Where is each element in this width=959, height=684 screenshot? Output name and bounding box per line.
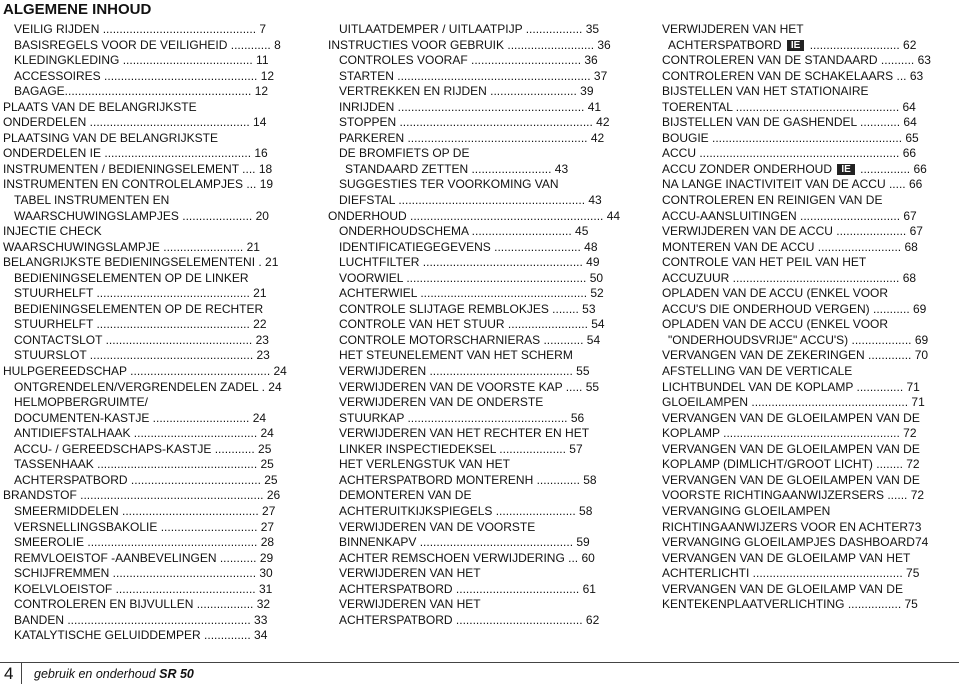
toc-entry-text: REMVLOEISTOF -AANBEVELINGEN ........... 29 <box>14 550 274 565</box>
toc-entry-text: TOERENTAL ................................................. 64 <box>662 99 916 114</box>
toc-entry <box>651 333 954 349</box>
toc-entry-text: VERWIJDEREN VAN DE ONDERSTE <box>339 395 544 410</box>
toc-entry-text: CONTROLEREN EN BIJVULLEN ................. 32 <box>14 597 271 612</box>
toc-entry <box>3 551 303 567</box>
toc-entry <box>3 442 303 458</box>
toc-entry-text: IDENTIFICATIEGEGEVENS .......................... 48 <box>339 239 598 254</box>
toc-entry <box>3 100 303 116</box>
toc-entry <box>3 613 303 629</box>
toc-entry <box>651 271 954 287</box>
toc-entry-text: ACCU ............................................................ 66 <box>662 146 917 161</box>
toc-entry <box>3 380 303 396</box>
toc-entry <box>651 240 954 256</box>
toc-entry-text: AFSTELLING VAN DE VERTICALE <box>662 364 853 379</box>
footer-divider <box>21 662 22 684</box>
toc-entry <box>651 535 954 551</box>
toc-entry <box>651 317 954 333</box>
toc-entry-text: VERWIJDEREN ........................................... 55 <box>339 364 590 379</box>
toc-entry <box>651 131 954 147</box>
toc-entry-text: BIJSTELLEN VAN DE GASHENDEL ............ 64 <box>662 115 917 130</box>
toc-entry-text: HULPGEREEDSCHAP .......................................... 24 <box>3 364 287 379</box>
toc-entry-text: LINKER INSPECTIEDEKSEL .................... 57 <box>339 441 583 456</box>
toc-entry-text: DEMONTEREN VAN DE <box>339 488 472 503</box>
toc-entry <box>328 488 628 504</box>
toc-entry <box>3 426 303 442</box>
toc-entry-text: TABEL INSTRUMENTEN EN <box>14 193 170 208</box>
toc-entry-text: CONTROLEREN EN REINIGEN VAN DE <box>662 193 883 208</box>
toc-entry-text: SMEEROLIE ................................................... 28 <box>14 535 275 550</box>
toc-entry <box>651 488 954 504</box>
toc-entry <box>3 520 303 536</box>
toc-entry <box>651 286 954 302</box>
toc-entry-text: VERWIJDEREN VAN HET <box>339 566 481 581</box>
toc-entry <box>3 488 303 504</box>
toc-entry <box>3 177 303 193</box>
toc-entry-text: ONTGRENDELEN/VERGRENDELEN ZADEL . 24 <box>14 379 282 394</box>
toc-entry <box>3 193 303 209</box>
toc-entry <box>328 457 628 473</box>
toc-entry-text: SMEERMIDDELEN ......................................... 27 <box>14 503 276 518</box>
toc-entry <box>328 380 628 396</box>
footer-text <box>34 667 194 682</box>
toc-entry <box>3 457 303 473</box>
toc-entry <box>3 162 303 178</box>
toc-entry-text: KATALYTISCHE GELUIDDEMPER .............. 34 <box>14 628 268 643</box>
footer-model: SR 50 <box>159 667 194 681</box>
toc-entry-text: BEDIENINGSELEMENTEN OP DE LINKER <box>14 270 249 285</box>
toc-entry-text: ONDERDELEN ................................................ 14 <box>3 115 267 130</box>
toc-entry-text: PLAATS VAN DE BELANGRIJKSTE <box>3 99 197 114</box>
toc-entry-text: KOELVLOEISTOF .......................................... 31 <box>14 581 273 596</box>
toc-entry-text: ACHTERSPATBORD ...................................... 62 <box>339 612 600 627</box>
toc-entry <box>651 473 954 489</box>
toc-entry <box>3 333 303 349</box>
toc-entry <box>651 504 954 520</box>
toc-entry <box>3 411 303 427</box>
toc-entry <box>3 364 303 380</box>
toc-entry <box>3 473 303 489</box>
toc-entry <box>651 69 954 85</box>
toc-entry <box>651 551 954 567</box>
toc-entry <box>328 115 628 131</box>
toc-entry-text: CONTROLE VAN HET STUUR ........................ 54 <box>339 317 605 332</box>
toc-entry-text: VERVANGEN VAN DE GLOEILAMPEN VAN DE <box>662 410 920 425</box>
toc-entry-text: VERWIJDEREN VAN HET <box>339 597 481 612</box>
toc-entry <box>651 100 954 116</box>
toc-entry <box>3 535 303 551</box>
toc-entry-text: PLAATSING VAN DE BELANGRIJKSTE <box>3 130 218 145</box>
toc-entry-text: VERWIJDEREN VAN HET RECHTER EN HET <box>339 426 590 441</box>
toc-entry-text: STARTEN .......................................................... 37 <box>339 68 608 83</box>
toc-entry <box>328 317 628 333</box>
toc-entry-text: GLOEILAMPEN ............................................... 71 <box>662 395 925 410</box>
toc-entry <box>328 255 628 271</box>
toc-entry <box>651 146 954 162</box>
toc-entry-text: KOPLAMP ..................................................... 72 <box>662 426 917 441</box>
toc-entry <box>3 348 303 364</box>
toc-entry-text: VERWIJDEREN VAN DE VOORSTE <box>339 519 536 534</box>
toc-entry <box>328 520 628 536</box>
toc-entry <box>651 84 954 100</box>
toc-entry <box>328 146 628 162</box>
toc-entry-text: BAGAGE........................................................ 12 <box>14 84 269 99</box>
toc-entry <box>651 177 954 193</box>
toc-entry <box>651 364 954 380</box>
toc-entry <box>3 566 303 582</box>
toc-entry-text: DOCUMENTEN-KASTJE ............................. 24 <box>14 410 267 425</box>
toc-entry-text: VERVANGING GLOEILAMPJES DASHBOARD74 <box>662 535 929 550</box>
toc-entry <box>651 53 954 69</box>
toc-entry <box>651 566 954 582</box>
toc-entry-text: SCHIJFREMMEN ........................................... 30 <box>14 566 273 581</box>
toc-entry <box>3 84 303 100</box>
toc-entry-text: BRANDSTOF ....................................................... 26 <box>3 488 281 503</box>
toc-entry <box>328 348 628 364</box>
toc-entry-text: OPLADEN VAN DE ACCU (ENKEL VOOR <box>662 286 889 301</box>
toc-entry <box>328 395 628 411</box>
toc-entry <box>328 302 628 318</box>
footer-label: gebruik en onderhoud <box>34 667 156 681</box>
toc-entry-text: WAARSCHUWINGSLAMPJES ..................... 20 <box>14 208 269 223</box>
toc-entry-text: KOPLAMP (DIMLICHT/GROOT LICHT) ........ 72 <box>662 457 920 472</box>
toc-entry <box>651 224 954 240</box>
toc-entry <box>651 395 954 411</box>
toc-entry <box>328 333 628 349</box>
toc-entry-text: VERSNELLINGSBAKOLIE ............................. 27 <box>14 519 275 534</box>
toc-entry-text: HET VERLENGSTUK VAN HET <box>339 457 510 472</box>
toc-entry <box>3 240 303 256</box>
toc-entry-text: STUURHELFT .............................................. 22 <box>14 317 267 332</box>
toc-entry-text: ACCUZUUR .................................................. 68 <box>662 270 917 285</box>
toc-entry <box>3 582 303 598</box>
toc-entry <box>328 286 628 302</box>
toc-entry-text: INJECTIE CHECK <box>3 224 102 239</box>
toc-entry-text: ANTIDIEFSTALHAAK ..................................... 24 <box>14 426 274 441</box>
toc-entry-text: ACHTERWIEL .................................................. 52 <box>339 286 604 301</box>
toc-entry <box>328 504 628 520</box>
toc-entry-text: ONDERHOUDSCHEMA .............................. 45 <box>339 224 589 239</box>
toc-entry-text: VOORWIEL ...................................................... 50 <box>339 270 604 285</box>
toc-entry-text: VERVANGEN VAN DE ZEKERINGEN ............. 70 <box>662 348 929 363</box>
toc-entry-text: TASSENHAAK ................................................ 25 <box>14 457 274 472</box>
toc-entry-text: CONTROLES VOORAF ................................. 36 <box>339 53 598 68</box>
toc-entry-text: BASISREGELS VOOR DE VEILIGHEID ............ 8 <box>14 37 281 52</box>
toc-entry <box>328 38 628 54</box>
toc-entry-text: VERWIJDEREN VAN DE VOORSTE KAP ..... 55 <box>339 379 600 394</box>
toc-entry <box>3 69 303 85</box>
toc-column-3 <box>651 22 954 613</box>
toc-column-2 <box>328 22 628 628</box>
toc-entry <box>328 582 628 598</box>
toc-entry-text: VERVANGEN VAN DE GLOEILAMP VAN HET <box>662 550 911 565</box>
toc-entry-text: ACCU'S DIE ONDERHOUD VERGEN) ........... 69 <box>662 301 927 316</box>
toc-entry-text: HET STEUNELEMENT VAN HET SCHERM <box>339 348 573 363</box>
toc-entry-text: PARKEREN ...................................................... 42 <box>339 130 605 145</box>
toc-entry-text: INSTRUMENTEN EN CONTROLELAMPJES ... 19 <box>3 177 274 192</box>
toc-entry-text: VERVANGEN VAN DE GLOEILAMPEN VAN DE <box>662 472 920 487</box>
toc-entry-text: CONTROLEREN VAN DE SCHAKELAARS ... 63 <box>662 68 924 83</box>
toc-entry-text: CONTROLEREN VAN DE STANDAARD .......... 63 <box>662 53 931 68</box>
toc-entry-text: ACHTERSPATBORD MONTERENH ............. 58 <box>339 472 597 487</box>
toc-entry-text: ACCU-AANSLUITINGEN .............................. 67 <box>662 208 917 223</box>
toc-entry-text: LUCHTFILTER ................................................ 49 <box>339 255 600 270</box>
toc-entry <box>651 115 954 131</box>
toc-column-1 <box>3 22 303 644</box>
toc-entry-text: VERTREKKEN EN RIJDEN .......................... 39 <box>339 84 594 99</box>
toc-entry-text: LICHTBUNDEL VAN DE KOPLAMP .............. 71 <box>662 379 920 394</box>
toc-entry <box>328 84 628 100</box>
toc-entry <box>328 271 628 287</box>
toc-entry <box>3 22 303 38</box>
toc-entry-text: CONTROLE SLIJTAGE REMBLOKJES ........ 53 <box>339 301 596 316</box>
toc-entry-text: ONDERHOUD .......................................................... 44 <box>328 208 621 223</box>
toc-entry <box>651 193 954 209</box>
toc-entry <box>651 520 954 536</box>
toc-entry-text: VERWIJDEREN VAN DE ACCU ..................... 67 <box>662 224 923 239</box>
toc-entry-page: ............... 66 <box>856 161 927 176</box>
toc-entry <box>328 209 628 225</box>
toc-entry-text: HELMOPBERGRUIMTE/ <box>14 395 149 410</box>
toc-entry <box>3 286 303 302</box>
toc-entry <box>328 597 628 613</box>
toc-entry-text: ACHTERLICHTI ............................................. 75 <box>662 566 920 581</box>
ie-badge: IE <box>787 40 804 51</box>
toc-entry <box>651 38 954 54</box>
toc-entry <box>651 442 954 458</box>
toc-entry <box>328 22 628 38</box>
toc-entry <box>651 209 954 225</box>
toc-entry <box>651 348 954 364</box>
toc-entry <box>328 426 628 442</box>
toc-entry <box>3 53 303 69</box>
toc-entry-text: STUURSLOT ................................................. 23 <box>14 348 270 363</box>
toc-entry-text: ACHTERUITKIJKSPIEGELS ........................ 58 <box>339 503 593 518</box>
toc-entry <box>328 613 628 629</box>
toc-entry-text: DE BROMFIETS OP DE <box>339 146 470 161</box>
toc-entry <box>3 271 303 287</box>
toc-entry-text: VERVANGEN VAN DE GLOEILAMP VAN DE <box>662 581 903 596</box>
toc-entry-text: ACHTERSPATBORD <box>668 37 785 52</box>
toc-entry-text: UITLAATDEMPER / UITLAATPIJP ................. 35 <box>339 22 600 36</box>
toc-entry-text: VERWIJDEREN VAN HET <box>662 22 804 36</box>
toc-entry <box>651 162 954 178</box>
toc-entry <box>651 457 954 473</box>
toc-entry-text: CONTACTSLOT ............................................ 23 <box>14 332 269 347</box>
toc-entry-text: ACCESSOIRES .............................................. 12 <box>14 68 275 83</box>
toc-entry-text: VERVANGING GLOEILAMPEN <box>662 503 831 518</box>
toc-entry <box>3 317 303 333</box>
toc-entry <box>328 193 628 209</box>
toc-entry <box>328 131 628 147</box>
toc-entry-text: STOPPEN .......................................................... 42 <box>339 115 610 130</box>
footer-rule <box>0 662 959 663</box>
toc-entry-text: MONTEREN VAN DE ACCU ......................... 68 <box>662 239 918 254</box>
toc-entry-text: KLEDINGKLEDING ....................................... 11 <box>14 53 269 68</box>
ie-badge: IE <box>837 164 854 175</box>
toc-entry <box>651 582 954 598</box>
toc-entry <box>3 146 303 162</box>
toc-entry <box>651 426 954 442</box>
toc-entry <box>328 535 628 551</box>
toc-entry-text: VEILIG RIJDEN .............................................. 7 <box>14 22 267 36</box>
toc-entry <box>328 177 628 193</box>
toc-entry <box>3 302 303 318</box>
toc-entry <box>328 240 628 256</box>
toc-entry-text: ACHTER REMSCHOEN VERWIJDERING ... 60 <box>339 550 595 565</box>
toc-entry-text: BANDEN ....................................................... 33 <box>14 612 268 627</box>
toc-entry <box>328 566 628 582</box>
toc-entry <box>3 628 303 644</box>
toc-entry <box>3 395 303 411</box>
toc-entry <box>651 411 954 427</box>
toc-entry-text: "ONDERHOUDSVRIJE" ACCU'S) .................. 69 <box>668 332 929 347</box>
toc-entry <box>651 255 954 271</box>
toc-entry <box>328 224 628 240</box>
toc-entry-text: ACHTERSPATBORD ..................................... 61 <box>339 581 596 596</box>
toc-entry <box>328 162 628 178</box>
toc-entry-text: DIEFSTAL ........................................................ 43 <box>339 193 602 208</box>
toc-entry-text: ACCU ZONDER ONDERHOUD <box>662 161 836 176</box>
toc-entry-text: OPLADEN VAN DE ACCU (ENKEL VOOR <box>662 317 889 332</box>
toc-entry-text: BEDIENINGSELEMENTEN OP DE RECHTER <box>14 301 264 316</box>
toc-entry-text: ACCU- / GEREEDSCHAPS-KASTJE ............ 25 <box>14 441 272 456</box>
toc-entry <box>328 100 628 116</box>
toc-entry <box>3 131 303 147</box>
toc-entry-text: BELANGRIJKSTE BEDIENINGSELEMENTENI . 21 <box>3 255 279 270</box>
toc-entry <box>3 504 303 520</box>
toc-entry-text: INSTRUCTIES VOOR GEBRUIK .......................... 36 <box>328 37 611 52</box>
page-title: ALGEMENE INHOUD <box>3 1 152 18</box>
toc-entry <box>651 22 954 38</box>
toc-entry-text: ONDERDELEN IE ............................................ 16 <box>3 146 268 161</box>
toc-entry-text: WAARSCHUWINGSLAMPJE ........................ 21 <box>3 239 260 254</box>
toc-entry <box>328 53 628 69</box>
toc-entry-text: RICHTINGAANWIJZERS VOOR EN ACHTER73 <box>662 519 922 534</box>
toc-entry <box>328 473 628 489</box>
toc-entry <box>328 551 628 567</box>
toc-entry-text: KENTEKENPLAATVERLICHTING ................ 75 <box>662 597 918 612</box>
toc-entry-text: VERVANGEN VAN DE GLOEILAMPEN VAN DE <box>662 441 920 456</box>
toc-entry <box>651 597 954 613</box>
page-number: 4 <box>4 664 14 683</box>
toc-entry-text: INSTRUMENTEN / BEDIENINGSELEMENT .... 18 <box>3 161 273 176</box>
toc-entry <box>651 380 954 396</box>
toc-entry-text: CONTROLE VAN HET PEIL VAN HET <box>662 255 867 270</box>
toc-entry-text: SUGGESTIES TER VOORKOMING VAN <box>339 177 559 192</box>
toc-entry <box>3 597 303 613</box>
toc-entry-text: NA LANGE INACTIVITEIT VAN DE ACCU ..... 66 <box>662 177 923 192</box>
toc-entry <box>3 115 303 131</box>
toc-entry <box>3 224 303 240</box>
toc-entry-text: STUURKAP ................................................ 56 <box>339 410 585 425</box>
toc-entry-text: STUURHELFT .............................................. 21 <box>14 286 267 301</box>
toc-entry <box>328 411 628 427</box>
toc-entry <box>328 364 628 380</box>
toc-entry <box>651 302 954 318</box>
toc-entry-page: ........................... 62 <box>806 37 917 52</box>
toc-entry <box>328 69 628 85</box>
toc-entry-text: BINNENKAPV .............................................. 59 <box>339 535 590 550</box>
toc-entry-text: INRIJDEN ........................................................ 41 <box>339 99 602 114</box>
toc-entry-text: VOORSTE RICHTINGAANWIJZERSERS ...... 72 <box>662 488 925 503</box>
toc-entry <box>3 255 303 271</box>
toc-entry-text: STANDAARD ZETTEN ........................ 43 <box>345 161 569 176</box>
toc-entry <box>328 442 628 458</box>
toc-entry-text: CONTROLE MOTORSCHARNIERAS ............ 54 <box>339 332 601 347</box>
toc-entry <box>3 38 303 54</box>
toc-entry-text: ACHTERSPATBORD ....................................... 25 <box>14 472 278 487</box>
toc-entry-text: BOUGIE ......................................................... 65 <box>662 130 919 145</box>
toc-entry <box>3 209 303 225</box>
toc-entry-text: BIJSTELLEN VAN HET STATIONAIRE <box>662 84 869 99</box>
